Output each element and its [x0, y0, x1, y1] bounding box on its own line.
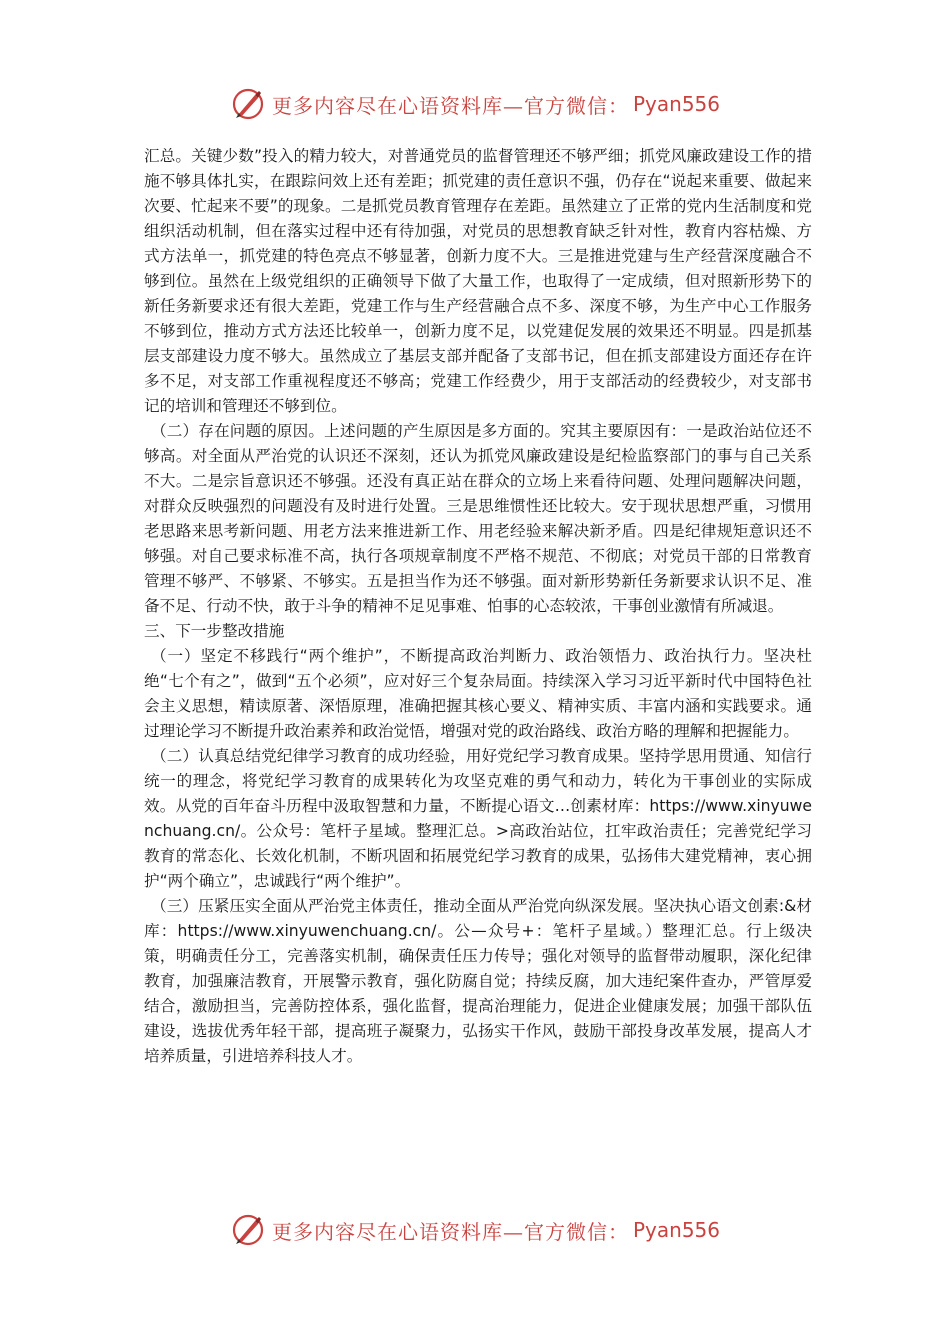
header-watermark-banner: [0, 82, 950, 126]
banner-text: 更多内容尽在心语资料库—官方微信：: [271, 1219, 629, 1244]
pen-logo-icon: [230, 86, 266, 122]
banner-handle: Pyan556: [632, 92, 720, 116]
banner-handle: Pyan556: [632, 1218, 720, 1242]
paragraph-problems-continued: 汇总。关键少数”投入的精力较大，对普通党员的监督管理还不够严细；抓党风廉政建设工作的措施不够具体扎实，在跟踪问效上还有差距；抓党建的责任意识不强，仍存在“说起来重要、做起来次要、忙起来不要”的现象。二是抓党员教育管理存在差距。虽然建立了正常的党内生活制度和党组织活动机制，但在落实过程中还有待加强，对党员的思想教育缺乏针对性，教育内容枯燥、方式方法单一，抓党建的特色亮点不够显著，创新力度不大。三是推进党建与生产经营深度融合不够到位。虽然在上级党组织的正确领导下做了大量工作，也取得了一定成绩，但对照新形势下的新任务新要求还有很大差距，党建工作与生产经营融合点不多、深度不够，为生产中心工作服务不够到位，推动方式方法还比较单一，创新力度不足，以党建促发展的效果还不明显。四是抓基层支部建设力度不够大。虽然成立了基层支部并配备了支部书记，但在抓支部建设方面还存在许多不足，对支部工作重视程度还不够高；党建工作经费少，用于支部活动的经费较少，对支部书记的培训和管理还不够到位。: [144, 147, 812, 415]
banner-text: 更多内容尽在心语资料库—官方微信：: [271, 93, 629, 118]
document-body: [144, 144, 812, 1069]
paragraph-measure-2: （二）认真总结党纪律学习教育的成功经验，用好党纪学习教育成果。坚持学思用贯通、知信行统一的理念，将党纪学习教育的成果转化为攻坚克难的勇气和动力，转化为干事创业的实际成效。从党的百年奋斗历程中汲取智慧和力量，不断提心语文…创素材库：https://www.xinyuwenchuang.cn/。公众号：笔杆子星域。整理汇总。>高政治站位，扛牢政治责任；完善党纪学习教育的常态化、长效化机制，不断巩固和拓展党纪学习教育的成果，弘扬伟大建党精神，衷心拥护“两个确立”，忠诚践行“两个维护”。: [144, 747, 812, 890]
paragraph-measure-1: （一）坚定不移践行“两个维护”，不断提高政治判断力、政治领悟力、政治执行力。坚决杜绝“七个有之”，做到“五个必须”，应对好三个复杂局面。持续深入学习习近平新时代中国特色社会主义思想，精读原著、深悟原理，准确把握其核心要义、精神实质、丰富内涵和实践要求。通过理论学习不断提升政治素养和政治觉悟，增强对党的政治路线、政治方略的理解和把握能力。: [144, 647, 812, 740]
paragraph-measure-3: （三）压紧压实全面从严治党主体责任，推动全面从严治党向纵深发展。坚决执心语文创素:&材库：https://www.xinyuwenchuang.cn/。公—众号+：笔杆子星域。）整理汇总。行上级决策，明确责任分工，完善落实机制，确保责任压力传导；强化对领导的监督带动履职，深化纪律教育，加强廉洁教育，开展警示教育，强化防腐自觉；持续反腐，加大违纪案件查办，严管厚爱结合，激励担当，完善防控体系，强化监督，提高治理能力，促进企业健康发展；加强干部队伍建设，选拔优秀年轻干部，提高班子凝聚力，弘扬实干作风，鼓励干部投身改革发展，提高人才培养质量，引进培养科技人才。: [144, 897, 812, 1065]
footer-watermark-banner: [0, 1208, 950, 1252]
paragraph-causes: （二）存在问题的原因。上述问题的产生原因是多方面的。究其主要原因有：一是政治站位还不够高。对全面从严治党的认识还不深刻，还认为抓党风廉政建设是纪检监察部门的事与自己关系不大。二是宗旨意识还不够强。还没有真正站在群众的立场上来看待问题、处理问题解决问题，对群众反映强烈的问题没有及时进行处置。三是思维惯性还比较大。安于现状思想严重，习惯用老思路来思考新问题、用老方法来推进新工作、用老经验来解决新矛盾。四是纪律规矩意识还不够强。对自己要求标准不高，执行各项规章制度不严格不规范、不彻底；对党员干部的日常教育管理不够严、不够紧、不够实。五是担当作为还不够强。面对新形势新任务新要求认识不足、准备不足、行动不快，敢于斗争的精神不足见事难、怕事的心态较浓，干事创业激情有所减退。: [144, 422, 812, 615]
section-heading-next-steps: 三、下一步整改措施: [144, 622, 285, 640]
pen-logo-icon: [230, 1212, 266, 1248]
